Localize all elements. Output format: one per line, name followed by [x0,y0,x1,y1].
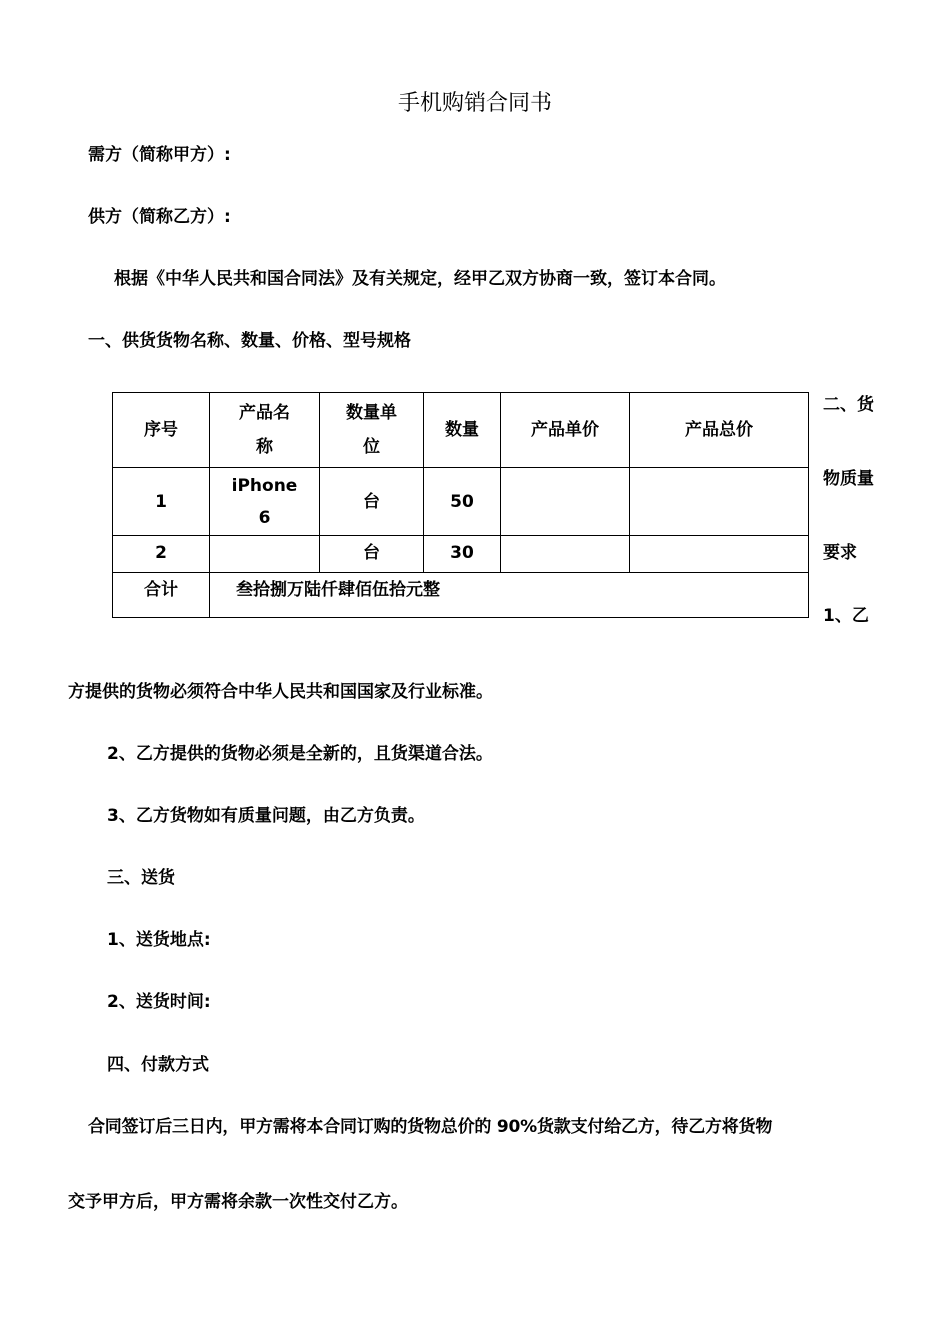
section-3-heading: 三、送货 [107,868,175,888]
delivery-location-line: 1、送货地点: [107,930,211,950]
section-2-item-3: 3、乙方货物如有质量问题，由乙方负责。 [107,806,425,826]
section-2-side-line1: 二、货 [823,395,874,415]
cell-qty: 30 [424,536,501,573]
section-4-heading: 四、付款方式 [107,1055,209,1075]
section-2-item-1-continued: 方提供的货物必须符合中华人民共和国国家及行业标准。 [68,682,493,702]
cell-unit-price [501,468,630,536]
cell-unit: 台 [320,468,424,536]
section-2-side-line4: 1、乙 [823,606,869,626]
table-header-row [113,393,809,468]
preamble-paragraph: 根据《中华人民共和国合同法》及有关规定，经甲乙双方协商一致，签订本合同。 [114,269,726,289]
cell-no: 2 [113,536,210,573]
delivery-time-line: 2、送货时间: [107,992,211,1012]
cell-unit-price [501,536,630,573]
header-unit-line2: 位 [363,437,380,457]
section-2-side-line3: 要求 [823,543,857,563]
header-unit-price: 产品单价 [501,393,630,468]
sum-label: 合计 [113,573,210,618]
document-title: 手机购销合同书 [397,91,552,116]
header-product-name [210,393,320,468]
header-product-name-line1: 产品名 [239,403,290,423]
cell-product-name-line1: iPhone [231,475,298,496]
cell-product-name-line2: 6 [258,507,271,528]
goods-table [112,392,809,618]
sum-value: 叁拾捌万陆仟肆佰伍拾元整 [210,573,809,618]
party-b-line: 供方（简称乙方）: [88,207,231,227]
header-unit-line1: 数量单 [346,403,397,423]
section-2-item-2: 2、乙方提供的货物必须是全新的，且货渠道合法。 [107,744,493,764]
table-row [113,468,809,536]
cell-qty: 50 [424,468,501,536]
section-1-heading: 一、供货货物名称、数量、价格、型号规格 [88,331,411,351]
header-no: 序号 [113,393,210,468]
payment-paragraph-line2: 交予甲方后，甲方需将余款一次性交付乙方。 [68,1192,408,1212]
header-unit [320,393,424,468]
cell-product-name [210,536,320,573]
header-product-name-line2: 称 [256,437,273,457]
party-a-line: 需方（简称甲方）: [88,145,231,165]
cell-unit: 台 [320,536,424,573]
payment-paragraph-line1: 合同签订后三日内，甲方需将本合同订购的货物总价的 90%货款支付给乙方，待乙方将货物 [88,1117,773,1137]
cell-product-name [210,468,320,536]
table-sum-row [113,573,809,618]
header-total-price: 产品总价 [630,393,809,468]
section-2-side-line2: 物质量 [823,469,874,489]
cell-total-price [630,468,809,536]
header-qty: 数量 [424,393,501,468]
cell-total-price [630,536,809,573]
table-row [113,536,809,573]
cell-no: 1 [113,468,210,536]
